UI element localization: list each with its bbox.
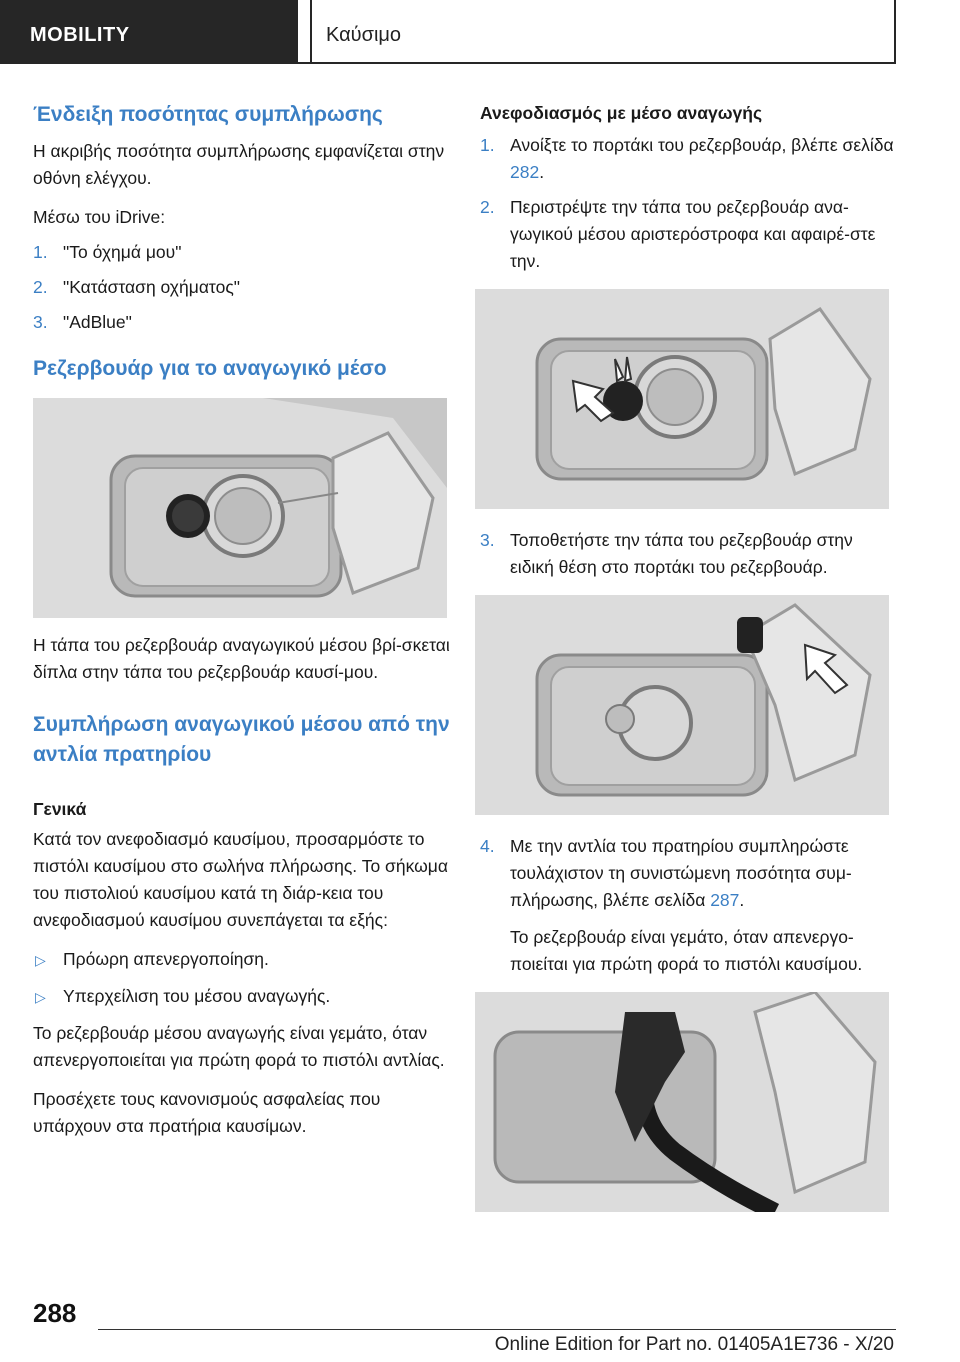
- heading-reductant-tank: Ρεζερβουάρ για το αναγωγικό μέσο: [33, 357, 387, 380]
- list-item: [33, 983, 453, 1010]
- remove-cap-image: [475, 289, 889, 509]
- paragraph-full: Το ρεζερβουάρ μέσου αναγωγής είναι γεμάτο, όταν απενεργοποιείται για πρώτη φορά το πιστόλι αντλίας.: [33, 1023, 445, 1070]
- section-label: MOBILITY: [30, 24, 130, 46]
- step-note: Το ρεζερβουάρ είναι γεμάτο, όταν απενεργο-ποιείται για πρώτη φορά το πιστόλι καυσίμου.: [510, 927, 863, 974]
- paragraph-idrive: Μέσω του iDrive:: [33, 207, 166, 227]
- step-number: 4.: [480, 836, 495, 856]
- effects-list: [33, 946, 453, 1010]
- heading-refuel: Ανεφοδιασμός με μέσο αναγωγής: [480, 103, 763, 123]
- list-item: [480, 833, 900, 978]
- page-link-287[interactable]: 287: [710, 890, 740, 910]
- step-number: 1.: [33, 242, 48, 262]
- heading-general: Γενικά: [33, 799, 87, 819]
- left-column: [33, 100, 453, 1152]
- park-cap-image: [475, 595, 889, 815]
- list-item: [480, 132, 900, 186]
- bullet-text: Υπερχείλιση του μέσου αναγωγής.: [63, 986, 331, 1006]
- paragraph-tank-location: Η τάπα του ρεζερβουάρ αναγωγικού μέσου βρί-σκεται δίπλα στην τάπα του ρεζερβουάρ καυσί-μου.: [33, 635, 450, 682]
- step-text: "Κατάσταση οχήματος": [63, 277, 240, 297]
- list-item: [480, 194, 900, 275]
- refuel-steps: [480, 132, 900, 275]
- paragraph-general: Κατά τον ανεφοδιασμό καυσίμου, προσαρμόστε το πιστόλι καυσίμου στο σωλήνα πλήρωσης. Το σήκωμα του πιστολιού καυσίμου κατά τη διάρ-κεια του ανεφοδιασμού καυσίμου συνεπάγεται τα εξής:: [33, 829, 448, 930]
- step-number: 3.: [33, 312, 48, 332]
- pump-nozzle-image: [475, 992, 889, 1212]
- step-text: Περιστρέψτε την τάπα του ρεζερβουάρ ανα-γωγικού μέσου αριστερόστροφα και αφαιρέ-στε την.: [510, 197, 876, 271]
- paragraph-indicator: Η ακριβής ποσότητα συμπλήρωσης εμφανίζεται στην οθόνη ελέγχου.: [33, 141, 445, 188]
- step-text: "AdBlue": [63, 312, 132, 332]
- list-item: [480, 527, 900, 581]
- refuel-steps-final: [480, 833, 900, 978]
- footer-edition: Online Edition for Part no. 01405A1E736 - X/20: [494, 1334, 894, 1355]
- step-number: 2.: [33, 277, 48, 297]
- reductant-cap-image: [33, 398, 447, 618]
- step-text: Ανοίξτε το πορτάκι του ρεζερβουάρ, βλέπε σελίδα 282.: [510, 135, 894, 182]
- list-item: [33, 309, 453, 336]
- step-text: Τοποθετήστε την τάπα του ρεζερβουάρ στην ειδική θέση στο πορτάκι του ρεζερβουάρ.: [510, 530, 853, 577]
- refuel-steps-cont: [480, 527, 900, 581]
- page-link-282[interactable]: 282: [510, 162, 540, 182]
- step-number: 1.: [480, 135, 495, 155]
- paragraph-safety: Προσέχετε τους κανονισμούς ασφαλείας που υπάρχουν στα πρατήρια καυσίμων.: [33, 1089, 381, 1136]
- bullet-text: Πρόωρη απενεργοποίηση.: [63, 949, 269, 969]
- step-text: Με την αντλία του πρατηρίου συμπληρώστε τουλάχιστον τη συνιστώμενη ποσότητα συμ-πλήρωσης, βλέπε σελίδα 287.: [510, 836, 852, 910]
- step-number: 2.: [480, 197, 495, 217]
- right-column: [480, 100, 900, 1212]
- section-tab: [0, 0, 298, 64]
- header-divider: [310, 0, 312, 64]
- triangle-bullet-icon: ▷: [35, 952, 46, 968]
- triangle-bullet-icon: ▷: [35, 989, 46, 1005]
- step-text: "Το όχημά μου": [63, 242, 182, 262]
- step-number: 3.: [480, 530, 495, 550]
- heading-fill-from-pump: Συμπλήρωση αναγωγικού μέσου από την αντλία πρατηρίου: [33, 713, 450, 766]
- list-item: [33, 274, 453, 301]
- list-item: [33, 239, 453, 266]
- idrive-steps: [33, 239, 453, 336]
- chapter-title: Καύσιμο: [326, 24, 402, 46]
- list-item: [33, 946, 453, 973]
- page-number: 288: [33, 1298, 77, 1328]
- footer-line: [98, 1329, 896, 1330]
- heading-fill-indicator: Ένδειξη ποσότητας συμπλήρωσης: [33, 103, 383, 126]
